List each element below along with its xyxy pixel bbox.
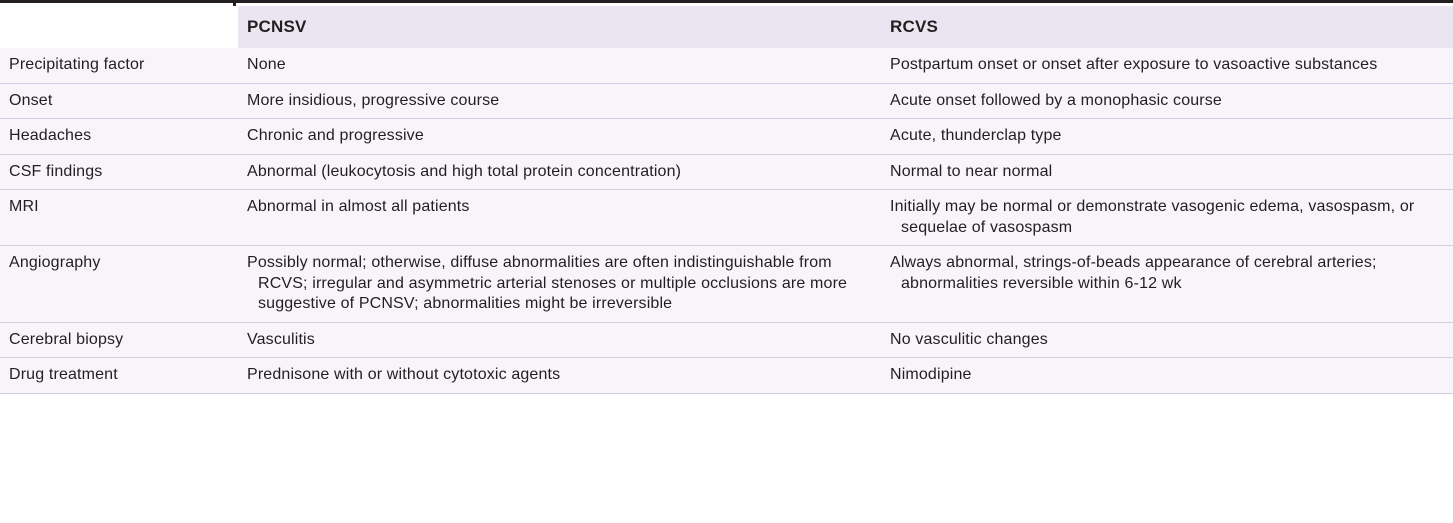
- row-label: Cerebral biopsy: [9, 330, 124, 348]
- header-rcvs: RCVS: [881, 6, 1453, 48]
- pcnsv-cell: Possibly normal; otherwise, diffuse abnormalities are often indistinguishable from RCVS; irregular and asymmetric arterial stenoses or multiple occlusions are more suggestive of PCNSV; abnormalities might be irreversible: [247, 254, 848, 312]
- table-body: [0, 48, 1453, 393]
- row-label: MRI: [9, 198, 39, 215]
- rcvs-cell: Acute onset followed by a monophasic course: [890, 91, 1222, 109]
- rcvs-cell: Always abnormal, strings-of-beads appearance of cerebral arteries; abnormalities reversible within 6-12 wk: [890, 254, 1377, 292]
- header-factor: [0, 6, 238, 48]
- table-row: [0, 119, 1453, 155]
- table-row: [0, 322, 1453, 358]
- pcnsv-cell: Chronic and progressive: [247, 127, 424, 144]
- rcvs-cell: No vasculitic changes: [890, 330, 1048, 348]
- pcnsv-cell: Prednisone with or without cytotoxic agents: [247, 366, 561, 383]
- row-label: Angiography: [9, 254, 101, 271]
- pcnsv-cell: More insidious, progressive course: [247, 91, 500, 109]
- rcvs-cell: Postpartum onset or onset after exposure to vasoactive substances: [890, 56, 1378, 73]
- rcvs-cell: Acute, thunderclap type: [890, 127, 1062, 144]
- table-row: [0, 246, 1453, 323]
- top-rule-right: [236, 0, 1453, 3]
- row-label: Headaches: [9, 127, 92, 144]
- rcvs-cell: Nimodipine: [890, 366, 972, 383]
- table-row: [0, 358, 1453, 394]
- table-row: [0, 190, 1453, 246]
- comparison-table: [0, 6, 1453, 394]
- pcnsv-cell: Vasculitis: [247, 330, 315, 348]
- rcvs-cell: Initially may be normal or demonstrate vasogenic edema, vasospasm, or sequelae of vasospasm: [890, 198, 1415, 236]
- row-label: Precipitating factor: [9, 56, 145, 73]
- table-row: [0, 48, 1453, 83]
- table-row: [0, 154, 1453, 190]
- row-label: CSF findings: [9, 162, 103, 180]
- header-row: [0, 6, 1453, 48]
- pcnsv-cell: Abnormal in almost all patients: [247, 198, 470, 215]
- row-label: Onset: [9, 91, 53, 109]
- pcnsv-cell: None: [247, 56, 286, 73]
- table-row: [0, 83, 1453, 119]
- table-header: [0, 6, 1453, 48]
- pcnsv-cell: Abnormal (leukocytosis and high total protein concentration): [247, 162, 682, 180]
- row-label: Drug treatment: [9, 366, 118, 383]
- header-pcnsv: PCNSV: [238, 6, 881, 48]
- rcvs-cell: Normal to near normal: [890, 162, 1053, 180]
- top-rule: [0, 0, 233, 3]
